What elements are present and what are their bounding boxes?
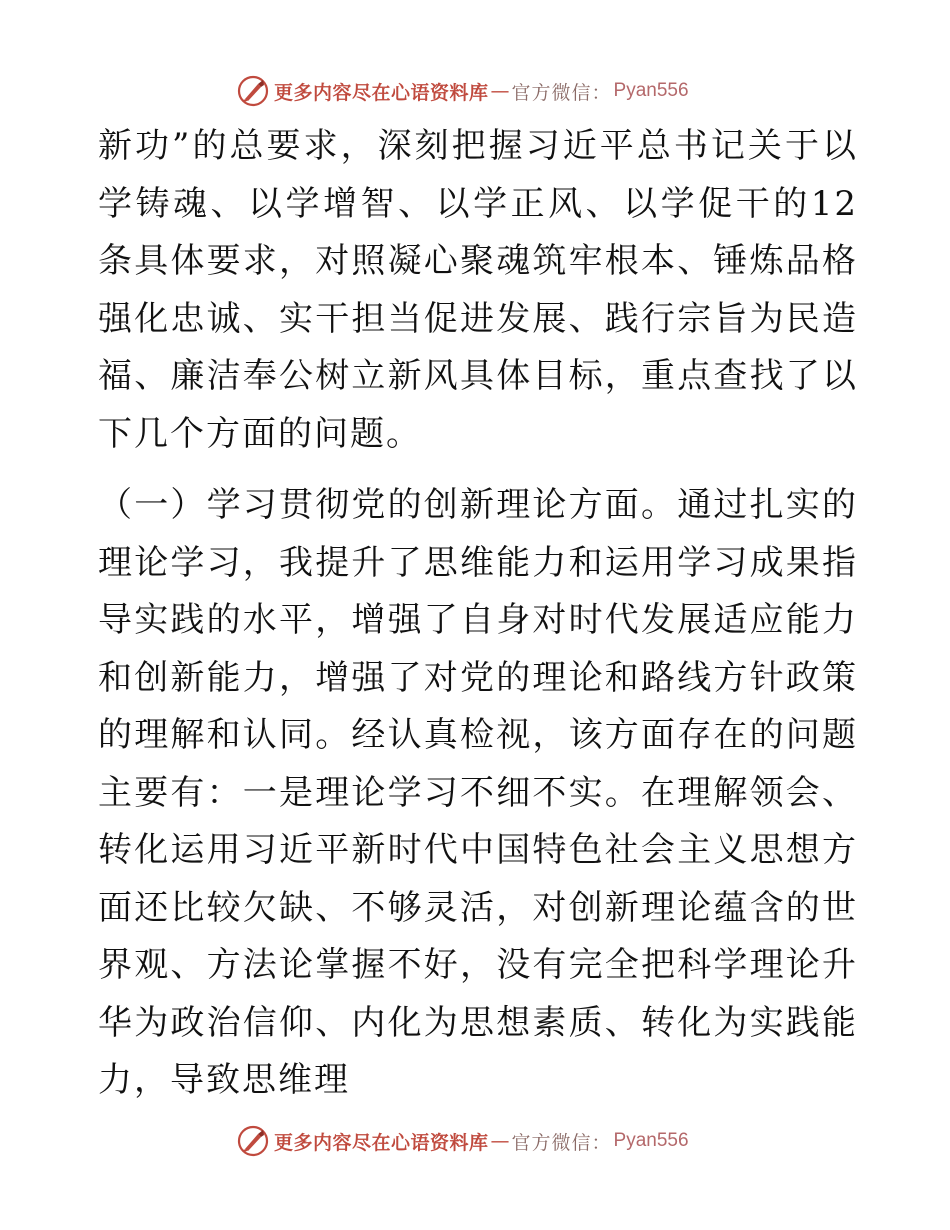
paragraph-1: 新功”的总要求，深刻把握习近平总书记关于以学铸魂、以学增智、以学正风、以学促干的12条具体要求，对照凝心聚魂筑牢根本、锤炼品格强化忠诚、实干担当促进发展、践行宗旨为民造福、廉洁奉公树立新风具体目标，重点查找了以下几个方面的问题。 [98, 126, 858, 454]
header-watermark [236, 74, 689, 108]
watermark-wechat-id: Pyan556 [613, 1130, 689, 1151]
footer-watermark [236, 1124, 689, 1158]
watermark-wechat-label: 官方微信： [511, 1131, 612, 1154]
quill-circle-icon [236, 1124, 270, 1158]
watermark-brand-text: 更多内容尽在心语资料库 [274, 81, 489, 104]
watermark-wechat-id: Pyan556 [613, 80, 689, 101]
watermark-separator: — [490, 1130, 510, 1152]
quill-circle-icon [236, 74, 270, 108]
paragraph-2: （一）学习贯彻党的创新理论方面。通过扎实的理论学习，我提升了思维能力和运用学习成果指导实践的水平，增强了自身对时代发展适应能力和创新能力，增强了对党的理论和路线方针政策的理解和认同。经认真检视，该方面存在的问题主要有：一是理论学习不细不实。在理解领会、转化运用习近平新时代中国特色社会主义思想方面还比较欠缺、不够灵活，对创新理论蕴含的世界观、方法论掌握不好，没有完全把科学理论升华为政治信仰、内化为思想素质、转化为实践能力，导致思维理 [98, 485, 858, 1100]
watermark-separator: — [490, 80, 510, 102]
watermark-wechat-label: 官方微信： [511, 81, 612, 104]
document-body [98, 118, 858, 1110]
watermark-brand-text: 更多内容尽在心语资料库 [274, 1131, 489, 1154]
